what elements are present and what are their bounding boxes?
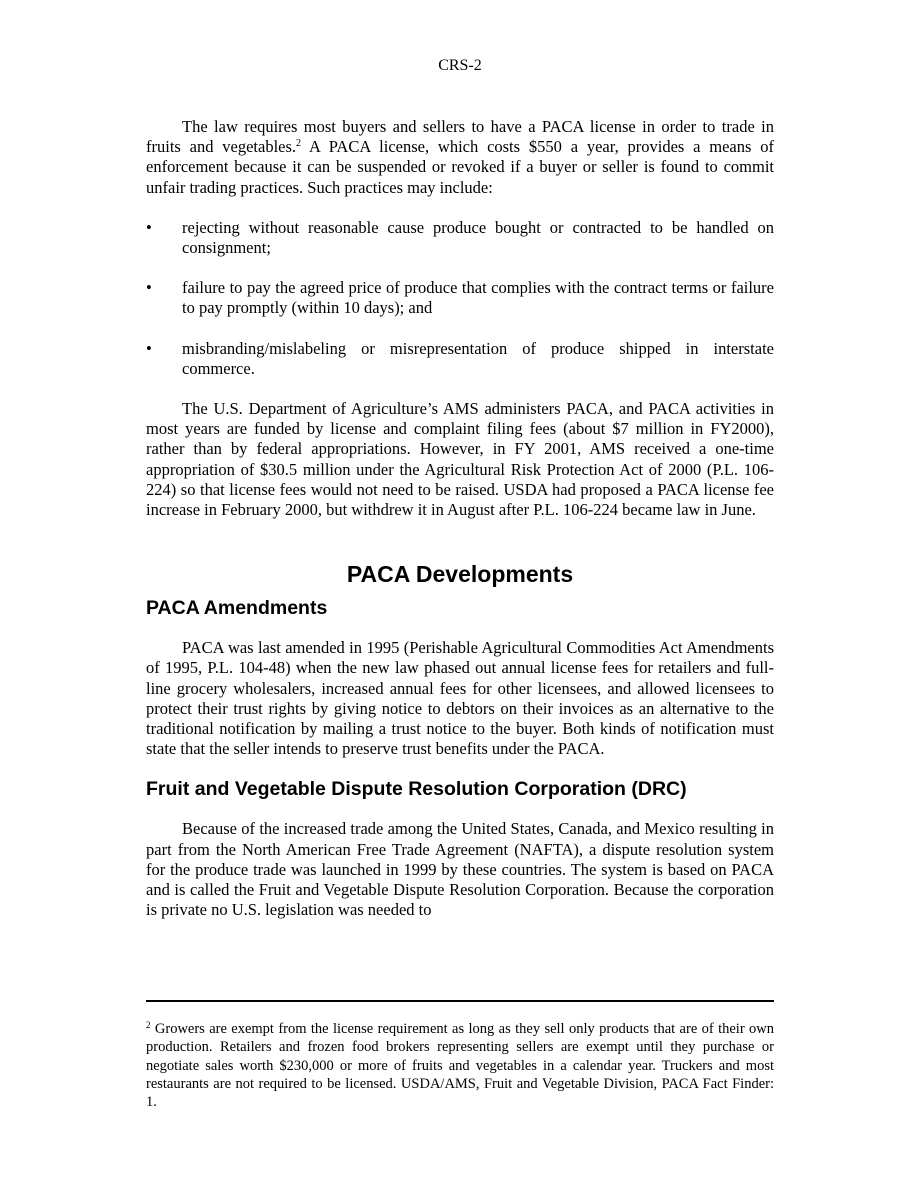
intro-text-before-note: The law requires most buyers and sellers to have a PACA license in order to trade in fruits and vegetables. — [146, 117, 774, 157]
list-item — [146, 339, 774, 379]
intro-text-after-note: A PACA license, which costs $550 a year, provides a means of enforcement because it can be suspended or revoked if a buyer or seller is found to commit unfair trading practices. Such practices may include: — [146, 137, 774, 197]
list-item-text: misbranding/mislabeling or misrepresentation of produce shipped in interstate commerce. — [182, 338, 774, 378]
page-header: CRS-2 — [438, 57, 482, 74]
footnote-reference[interactable]: 2 — [296, 138, 302, 150]
footnote — [146, 1020, 774, 1111]
ams-paragraph: The U.S. Department of Agriculture’s AMS administers PACA, and PACA activities in most years are funded by license and complaint filing fees (about $7 million in FY2000), rather than by federal appropriations. However, in FY 2001, AMS received a one-time appropriation of $30.5 million under the Agricultural Risk Protection Act of 2000 (P.L. 106-224) so that license fees would not need to be raised. USDA had proposed a PACA license fee increase in February 2000, but withdrew it in August after P.L. 106-224 became law in June. — [146, 399, 774, 520]
drc-heading: Fruit and Vegetable Dispute Resolution Corporation (DRC) — [146, 778, 687, 801]
footnote-divider — [146, 1000, 774, 1002]
list-item — [146, 218, 774, 258]
practices-list — [146, 218, 774, 379]
list-item-text: rejecting without reasonable cause produce bought or contracted to be handled on consignment; — [182, 217, 774, 258]
amendments-heading: PACA Amendments — [146, 597, 328, 620]
intro-paragraph — [146, 117, 774, 198]
bullet-icon: • — [146, 217, 152, 237]
bullet-icon: • — [146, 278, 152, 298]
bullet-icon: • — [146, 338, 152, 358]
page-body — [146, 117, 774, 920]
amendments-paragraph: PACA was last amended in 1995 (Perishable Agricultural Commodities Act Amendments of 1995, P.L. 104-48) when the new law phased out annual license fees for retailers and full-line grocery wholesalers, increased annual fees for other licensees, and allowed licensees to protect their trust rights by giving notice to debtors on their invoices as an alternative to the traditional notification by mailing a trust notice to the buyer. Both kinds of notification must state that the seller intends to preserve trust benefits under the PACA. — [146, 638, 774, 759]
section-title: PACA Developments — [346, 561, 574, 588]
footnote-text: Growers are exempt from the license requirement as long as they sell only products that are of their own production. Retailers and frozen food brokers representing sellers are exempt until they purchase or negotiate sales worth $230,000 or more of fruits and vegetables in a calendar year. Truckers and most restaurants are not required to be licensed. USDA/AMS, Fruit and Vegetable Division, PACA Fact Finder: 1. — [146, 1021, 775, 1111]
list-item-text: failure to pay the agreed price of produce that complies with the contract terms or failure to pay promptly (within 10 days); and — [182, 278, 774, 318]
drc-paragraph: Because of the increased trade among the United States, Canada, and Mexico resulting in part from the North American Free Trade Agreement (NAFTA), a dispute resolution system for the produce trade was launched in 1999 by these countries. The system is based on PACA and is called the Fruit and Vegetable Dispute Resolution Corporation. Because the corporation is private no U.S. legislation was needed to — [146, 819, 774, 920]
footnote-number: 2 — [146, 1020, 151, 1030]
list-item — [146, 278, 774, 318]
